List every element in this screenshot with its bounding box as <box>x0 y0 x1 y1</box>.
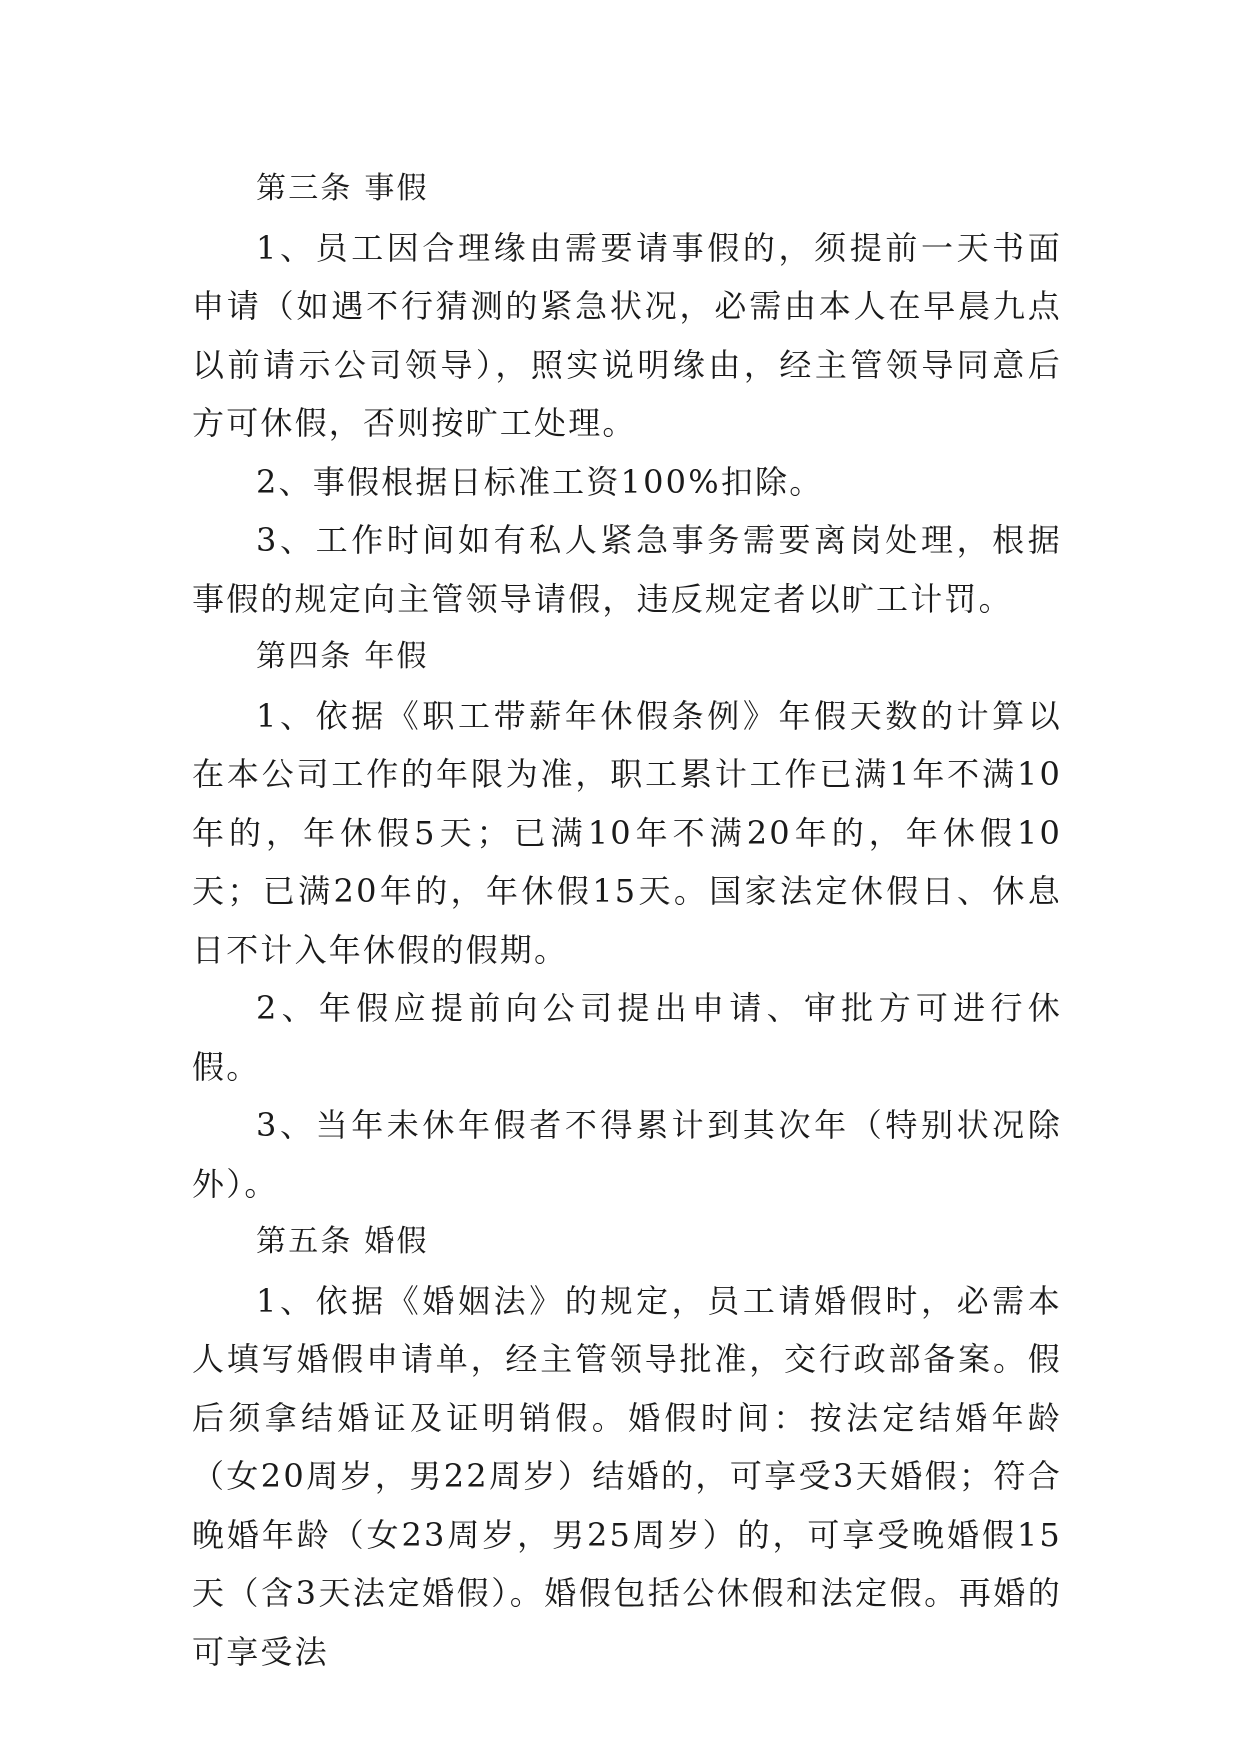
paragraph: 1、员工因合理缘由需要请事假的，须提前一天书面申请（如遇不行猜测的紧急状况，必需由本人在早晨九点以前请示公司领导），照实说明缘由，经主管领导同意后方可休假，否则按旷工处理。 <box>192 228 1062 442</box>
paragraph: 1、依据《职工带薪年休假条例》年假天数的计算以在本公司工作的年限为准，职工累计工作已满1年不满10年的，年休假5天；已满10年不满20年的，年休假10天；已满20年的，年休假15天。国家法定休假日、休息日不计入年休假的假期。 <box>192 696 1062 969</box>
paragraph: 3、工作时间如有私人紧急事务需要离岗处理，根据事假的规定向主管领导请假，违反规定者以旷工计罚。 <box>192 521 1062 618</box>
section-heading-4: 第四条 年假 <box>256 639 429 674</box>
paragraph: 2、事假根据日标准工资100%扣除。 <box>256 462 824 501</box>
paragraph: 2、年假应提前向公司提出申请、审批方可进行休假。 <box>192 989 1062 1086</box>
paragraph: 3、当年未休年假者不得累计到其次年（特别状况除外）。 <box>192 1106 1062 1203</box>
paragraph: 1、依据《婚姻法》的规定，员工请婚假时，必需本人填写婚假申请单，经主管领导批准，交行政部备案。假后须拿结婚证及证明销假。婚假时间：按法定结婚年龄（女20周岁，男22周岁）结婚的，可享受3天婚假；符合晚婚年龄（女23周岁，男25周岁）的，可享受晚婚假15天（含3天法定婚假）。婚假包括公休假和法定假。再婚的可享受法 <box>192 1281 1062 1671</box>
document-body <box>192 160 1062 1681</box>
section-heading-5: 第五条 婚假 <box>256 1224 429 1259</box>
section-heading-3: 第三条 事假 <box>256 171 429 206</box>
